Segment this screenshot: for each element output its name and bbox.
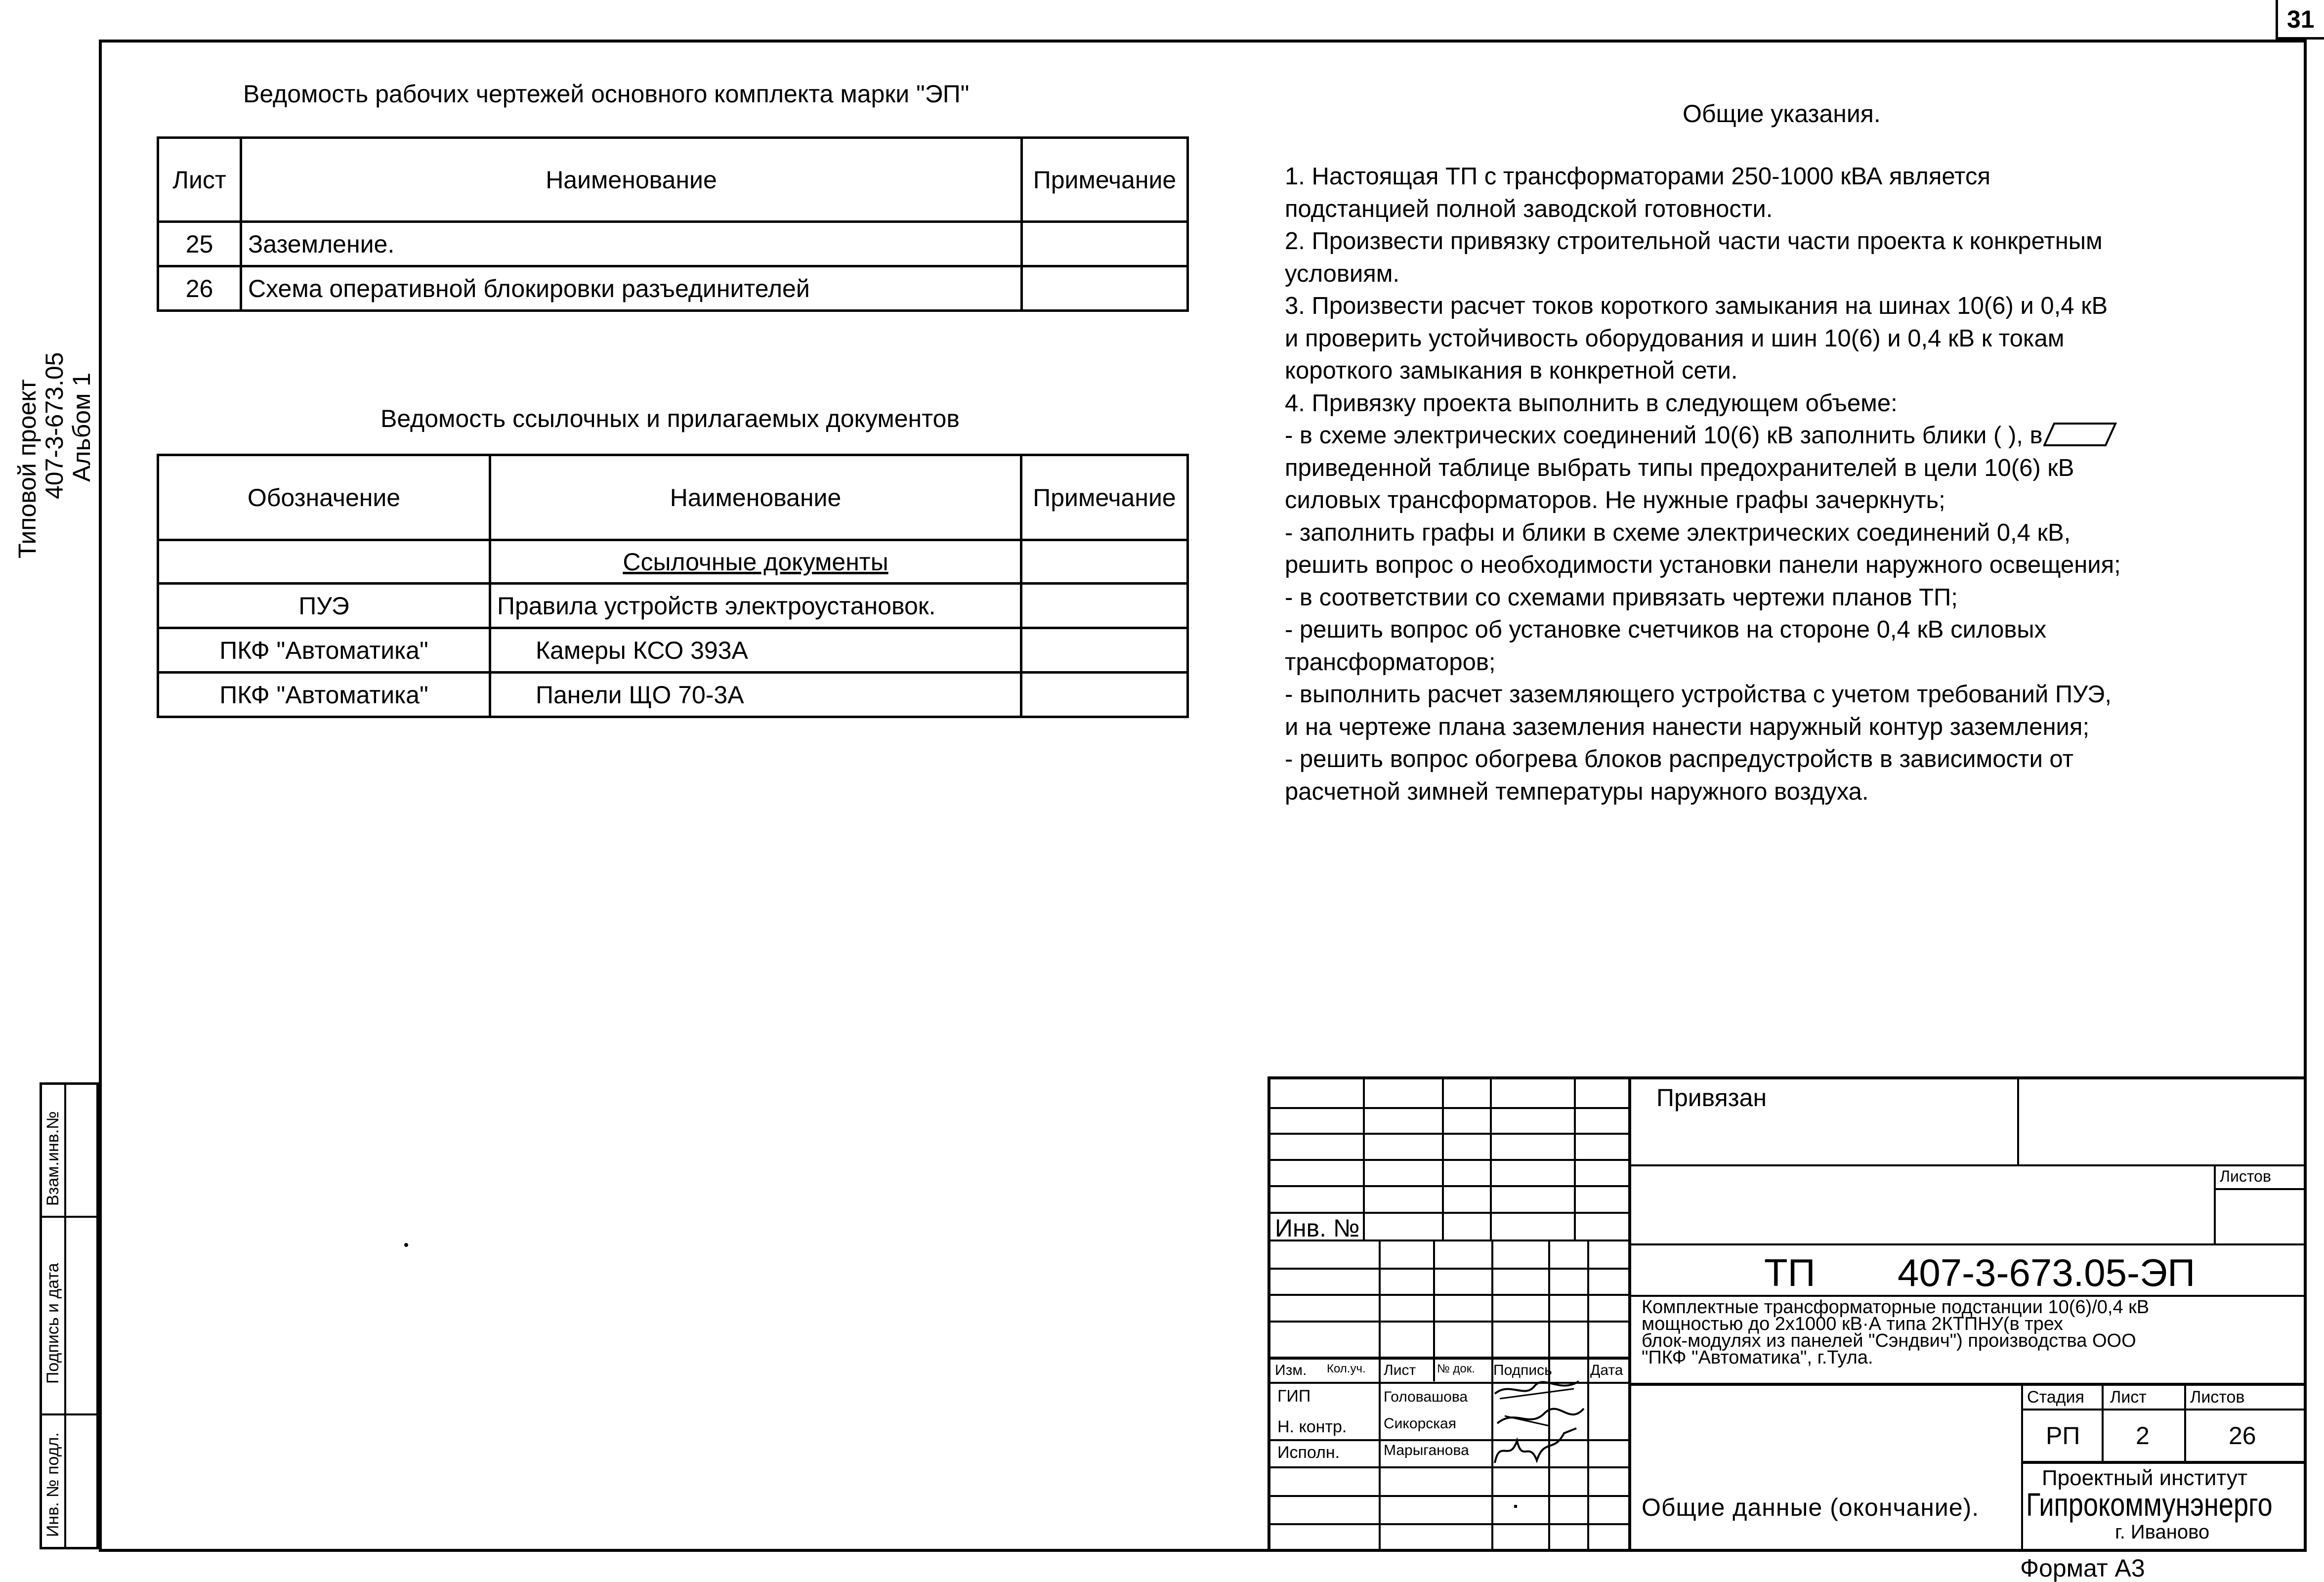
note-line: - в схеме электрических соединений 10(6) кВ заполнить блики ( ), в	[1285, 422, 2043, 449]
drawings-row-name: Заземление.	[241, 222, 1022, 266]
note-line: и на чертеже плана заземления нанести наружный контур заземления;	[1285, 713, 2090, 740]
project-description	[1642, 1299, 2149, 1366]
side-stamp-vzam: Взам.инв.№	[43, 1111, 62, 1206]
signature-scribbles	[1490, 1379, 1589, 1470]
side-title-line3: Альбом 1	[68, 372, 95, 482]
org-line1: Проектный институт	[2042, 1466, 2248, 1490]
docs-row-note	[1021, 628, 1188, 673]
description-line: "ПКФ "Автоматика", г.Тула.	[1642, 1347, 1873, 1368]
drawings-row-note	[1022, 222, 1188, 266]
note-line: приведенной таблице выбрать типы предохранителей в цели 10(6) кВ	[1285, 454, 2074, 481]
docs-row-code: ПУЭ	[158, 584, 490, 628]
note-line: - выполнить расчет заземляющего устройства с учетом требований ПУЭ,	[1285, 681, 2112, 708]
stray-mark	[1514, 1505, 1517, 1508]
col-header-list: Лист	[1384, 1362, 1416, 1378]
docs-row-name: Камеры КСО 393А	[490, 628, 1021, 673]
col-header-koluch: Кол.уч.	[1327, 1362, 1366, 1375]
drawings-header-name: Наименование	[241, 138, 1022, 222]
col-header-podpis: Подпись	[1493, 1362, 1552, 1378]
docs-row-note	[1021, 584, 1188, 628]
org-name: Гипрокоммунэнерго	[2026, 1486, 2273, 1523]
role-ispoln: Исполн.	[1277, 1443, 1340, 1462]
docs-row-name: Панели ЩО 70-3А	[490, 673, 1021, 717]
col-header-ndoc: № док.	[1437, 1362, 1475, 1375]
note-line: 3. Произвести расчет токов короткого замыкания на шинах 10(6) и 0,4 кВ	[1285, 293, 2108, 319]
note-line: условиям.	[1285, 260, 1400, 287]
sheet-label: Лист	[2110, 1388, 2147, 1407]
drawings-row-sheet: 25	[158, 222, 241, 266]
role-nkontr-name: Сикорская	[1384, 1415, 1456, 1432]
sheet-value: 2	[2136, 1422, 2150, 1450]
description-line: мощностью до 2х1000 кВ·А типа 2КТПНУ(в трех	[1642, 1314, 2064, 1334]
drawings-table-title: Ведомость рабочих чертежей основного комплекта марки "ЭП"	[243, 80, 970, 108]
general-notes	[1285, 161, 2234, 808]
side-title-line1: Типовой проект	[13, 379, 41, 558]
blank-field-icon	[2043, 422, 2117, 447]
role-gip-name: Головашова	[1384, 1389, 1468, 1405]
docs-header-name: Наименование	[490, 455, 1021, 540]
drawings-row-sheet: 26	[158, 266, 241, 311]
col-header-data: Дата	[1590, 1362, 1623, 1378]
sheets-label: Листов	[2190, 1388, 2245, 1407]
stage-label: Стадия	[2027, 1388, 2084, 1407]
side-title-line2: 407-3-673.05	[41, 352, 68, 499]
sheets-value: 26	[2229, 1422, 2256, 1450]
docs-section-label: Ссылочные документы	[490, 540, 1021, 584]
code-prefix: ТП	[1764, 1251, 1816, 1294]
role-gip: ГИП	[1277, 1387, 1311, 1406]
docs-row-code: ПКФ "Автоматика"	[158, 673, 490, 717]
page-number: 31	[2287, 5, 2315, 33]
docs-row-code: ПКФ "Автоматика"	[158, 628, 490, 673]
docs-header-code: Обозначение	[158, 455, 490, 540]
docs-table	[157, 454, 1189, 718]
note-line: - решить вопрос обогрева блоков распредустройств в зависимости от	[1285, 746, 2074, 772]
note-line: решить вопрос о необходимости установки панели наружного освещения;	[1285, 552, 2121, 578]
role-ispoln-name: Марыганова	[1384, 1442, 1469, 1458]
description-line: блок-модулях из панелей "Сэндвич") производства ООО	[1642, 1330, 2136, 1351]
note-line: расчетной зимней температуры наружного воздуха.	[1285, 778, 1869, 805]
privyazan-label: Привязан	[1656, 1084, 1767, 1112]
note-line: 4. Привязку проекта выполнить в следующем объеме:	[1285, 389, 1898, 417]
note-line: подстанцией полной заводской готовности.	[1285, 195, 1773, 222]
side-stamp-inv-podl: Инв. № подл.	[43, 1432, 62, 1537]
stray-dot	[404, 1243, 408, 1247]
note-line: и проверить устойчивость оборудования и шин 10(6) и 0,4 кВ к токам	[1285, 325, 2065, 352]
note-line: - в соответствии со схемами привязать чертежи планов ТП;	[1285, 584, 1958, 611]
col-header-izm: Изм.	[1275, 1362, 1307, 1378]
format-label: Формат А3	[2020, 1554, 2145, 1582]
docs-header-note: Примечание	[1021, 455, 1188, 540]
side-stamp-podpis: Подпись и дата	[43, 1263, 62, 1384]
note-line: силовых трансформаторов. Не нужные графы зачеркнуть;	[1285, 487, 1945, 513]
inv-no-label: Инв. №	[1275, 1214, 1360, 1242]
role-nkontr: Н. контр.	[1277, 1417, 1347, 1436]
drawings-row-note	[1022, 266, 1188, 311]
description-line: Комплектные трансформаторные подстанции 10(6)/0,4 кВ	[1642, 1297, 2150, 1318]
docs-row-note	[1021, 673, 1188, 717]
sheet-title: Общие данные (окончание).	[1642, 1494, 1980, 1521]
drawings-header-note: Примечание	[1022, 138, 1188, 222]
drawings-header-sheet: Лист	[158, 138, 241, 222]
note-line: трансформаторов;	[1285, 648, 1496, 676]
stage-value: РП	[2046, 1422, 2080, 1450]
general-notes-title: Общие указания.	[1683, 100, 1881, 128]
docs-row-name: Правила устройств электроустановок.	[490, 584, 1021, 628]
note-line: - решить вопрос об установке счетчиков на стороне 0,4 кВ силовых	[1285, 616, 2047, 643]
org-city: г. Иваново	[2115, 1521, 2210, 1543]
note-line: 2. Произвести привязку строительной части части проекта к конкретным	[1285, 228, 2103, 255]
listov-top-label: Листов	[2220, 1167, 2271, 1185]
note-line: 1. Настоящая ТП с трансформаторами 250-1000 кВА является	[1285, 163, 1990, 190]
note-line: короткого замыкания в конкретной сети.	[1285, 357, 1738, 384]
drawings-row-name: Схема оперативной блокировки разъединителей	[241, 266, 1022, 311]
drawings-table	[157, 136, 1189, 312]
docs-table-title: Ведомость ссылочных и прилагаемых документов	[380, 405, 960, 432]
note-line: - заполнить графы и блики в схеме электрических соединений 0,4 кВ,	[1285, 519, 2071, 546]
document-code: 407-3-673.05-ЭП	[1898, 1251, 2196, 1294]
